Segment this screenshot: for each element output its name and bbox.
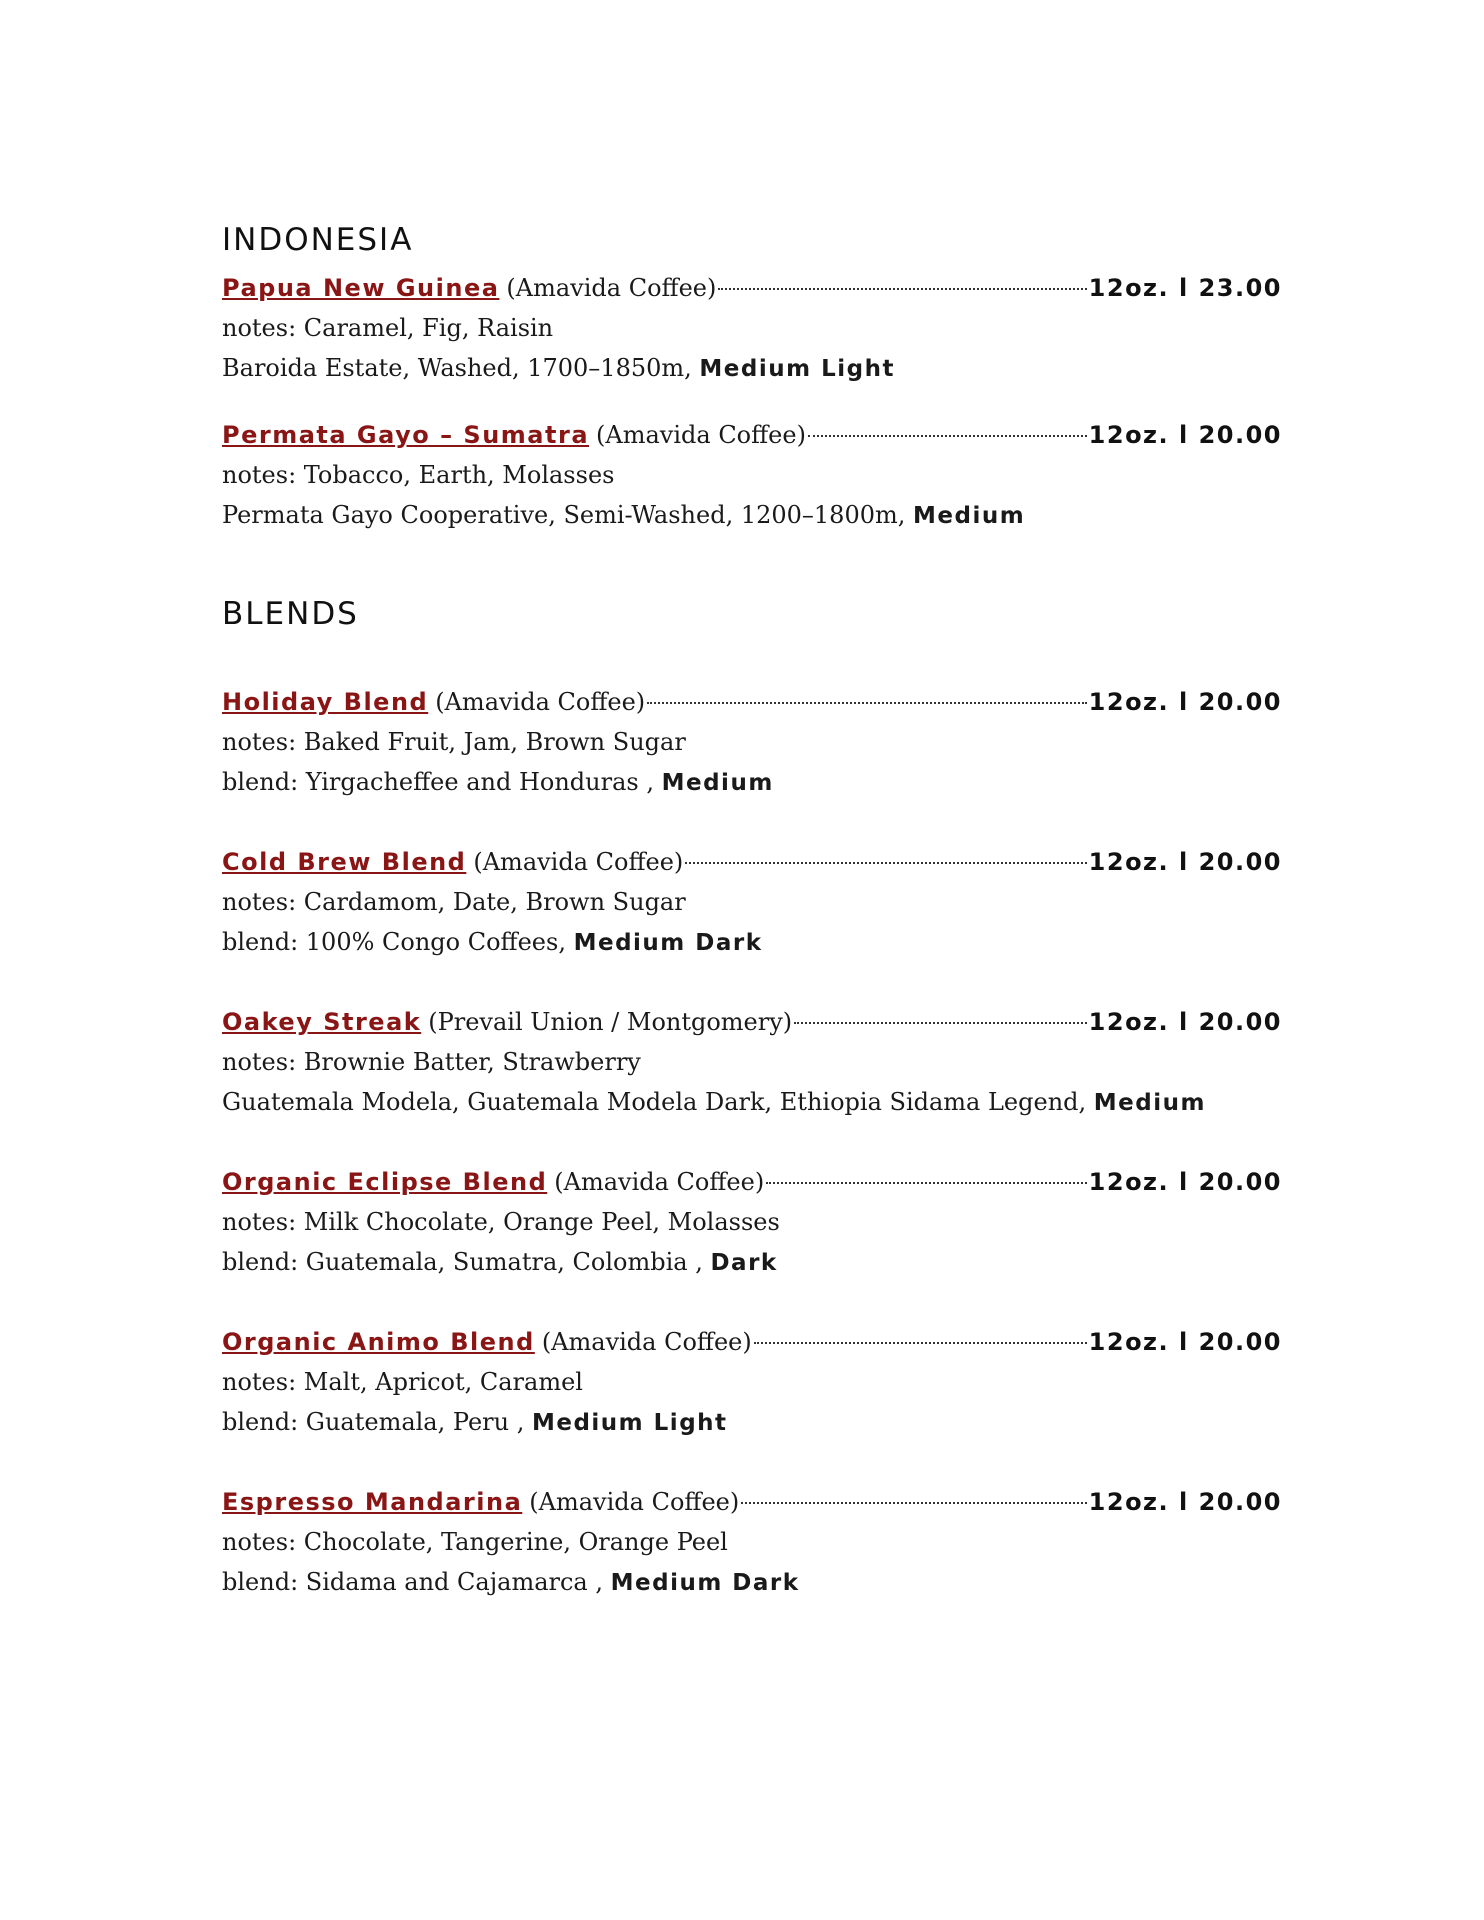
tasting-notes: notes: Baked Fruit, Jam, Brown Sugar xyxy=(222,728,686,756)
roaster: (Amavida Coffee) xyxy=(473,848,684,876)
coffee-item xyxy=(222,1482,1282,1602)
roaster: (Amavida Coffee) xyxy=(529,1488,740,1516)
tasting-notes: notes: Brownie Batter, Strawberry xyxy=(222,1048,641,1076)
coffee-name-link[interactable]: Espresso Mandarina xyxy=(222,1488,523,1516)
dot-leader xyxy=(754,1342,1087,1344)
item-header xyxy=(222,682,1282,722)
price: 12oz. l 20.00 xyxy=(1088,688,1282,716)
roaster: (Amavida Coffee) xyxy=(506,274,717,302)
price: 12oz. l 20.00 xyxy=(1088,1008,1282,1036)
details: blend: Guatemala, Sumatra, Colombia , xyxy=(222,1248,711,1276)
details-line xyxy=(222,495,1282,535)
tasting-notes: notes: Tobacco, Earth, Molasses xyxy=(222,461,615,489)
coffee-name-link[interactable]: Organic Eclipse Blend xyxy=(222,1168,548,1196)
coffee-item xyxy=(222,842,1282,962)
details-line xyxy=(222,1242,1282,1282)
roaster: (Amavida Coffee) xyxy=(435,688,646,716)
price: 12oz. l 20.00 xyxy=(1088,848,1282,876)
details-line xyxy=(222,1402,1282,1442)
item-header xyxy=(222,842,1282,882)
item-header xyxy=(222,1322,1282,1362)
roaster: (Prevail Union / Montgomery) xyxy=(428,1008,793,1036)
roast-level: Medium xyxy=(913,503,1026,529)
section-title-blends: BLENDS xyxy=(222,596,359,632)
roaster: (Amavida Coffee) xyxy=(554,1168,765,1196)
price: 12oz. l 20.00 xyxy=(1088,421,1282,449)
details-line xyxy=(222,1562,1282,1602)
dot-leader xyxy=(808,435,1087,437)
price: 12oz. l 20.00 xyxy=(1088,1168,1282,1196)
details-line xyxy=(222,762,1282,802)
tasting-notes: notes: Cardamom, Date, Brown Sugar xyxy=(222,888,686,916)
roast-level: Dark xyxy=(710,1250,778,1276)
roast-level: Medium xyxy=(661,770,774,796)
details-line xyxy=(222,1082,1282,1122)
item-header xyxy=(222,415,1282,455)
roaster: (Amavida Coffee) xyxy=(596,421,806,449)
tasting-notes: notes: Chocolate, Tangerine, Orange Peel xyxy=(222,1528,728,1556)
coffee-item xyxy=(222,268,1282,388)
item-header xyxy=(222,1002,1282,1042)
item-header xyxy=(222,268,1282,308)
section-title-indonesia: INDONESIA xyxy=(222,222,414,258)
tasting-notes: notes: Milk Chocolate, Orange Peel, Molasses xyxy=(222,1208,780,1236)
tasting-notes: notes: Caramel, Fig, Raisin xyxy=(222,314,554,342)
roast-level: Medium Light xyxy=(531,1410,728,1436)
roast-level: Medium xyxy=(1093,1090,1206,1116)
roast-level: Medium Dark xyxy=(610,1570,800,1596)
dot-leader xyxy=(766,1182,1086,1184)
coffee-name-link[interactable]: Organic Animo Blend xyxy=(222,1328,535,1356)
details: blend: Sidama and Cajamarca , xyxy=(222,1568,611,1596)
details: Guatemala Modela, Guatemala Modela Dark, Ethiopia Sidama Legend, xyxy=(222,1088,1094,1116)
tasting-notes: notes: Malt, Apricot, Caramel xyxy=(222,1368,583,1396)
coffee-name-link[interactable]: Papua New Guinea xyxy=(222,274,500,302)
coffee-name-link[interactable]: Oakey Streak xyxy=(222,1008,422,1036)
dot-leader xyxy=(741,1502,1086,1504)
item-header xyxy=(222,1482,1282,1522)
price: 12oz. l 20.00 xyxy=(1088,1328,1282,1356)
details-line xyxy=(222,922,1282,962)
details: blend: Guatemala, Peru , xyxy=(222,1408,532,1436)
coffee-name-link[interactable]: Cold Brew Blend xyxy=(222,848,467,876)
price: 12oz. l 20.00 xyxy=(1088,1488,1282,1516)
coffee-item xyxy=(222,1322,1282,1442)
details: blend: 100% Congo Coffees, xyxy=(222,928,574,956)
coffee-item xyxy=(222,682,1282,802)
coffee-name-link[interactable]: Permata Gayo – Sumatra xyxy=(222,421,590,449)
dot-leader xyxy=(718,288,1086,290)
roast-level: Medium Dark xyxy=(573,930,763,956)
roast-level: Medium Light xyxy=(699,356,895,382)
item-header xyxy=(222,1162,1282,1202)
details: Permata Gayo Cooperative, Semi-Washed, 1200–1800m, xyxy=(222,501,913,529)
details: Baroida Estate, Washed, 1700–1850m, xyxy=(222,354,700,382)
dot-leader xyxy=(794,1022,1087,1024)
dot-leader xyxy=(685,862,1086,864)
details-line xyxy=(222,348,1282,388)
coffee-item xyxy=(222,1002,1282,1122)
details: blend: Yirgacheffee and Honduras , xyxy=(222,768,662,796)
dot-leader xyxy=(647,702,1087,704)
coffee-name-link[interactable]: Holiday Blend xyxy=(222,688,429,716)
coffee-item xyxy=(222,415,1282,535)
roaster: (Amavida Coffee) xyxy=(541,1328,752,1356)
coffee-item xyxy=(222,1162,1282,1282)
price: 12oz. l 23.00 xyxy=(1088,274,1282,302)
